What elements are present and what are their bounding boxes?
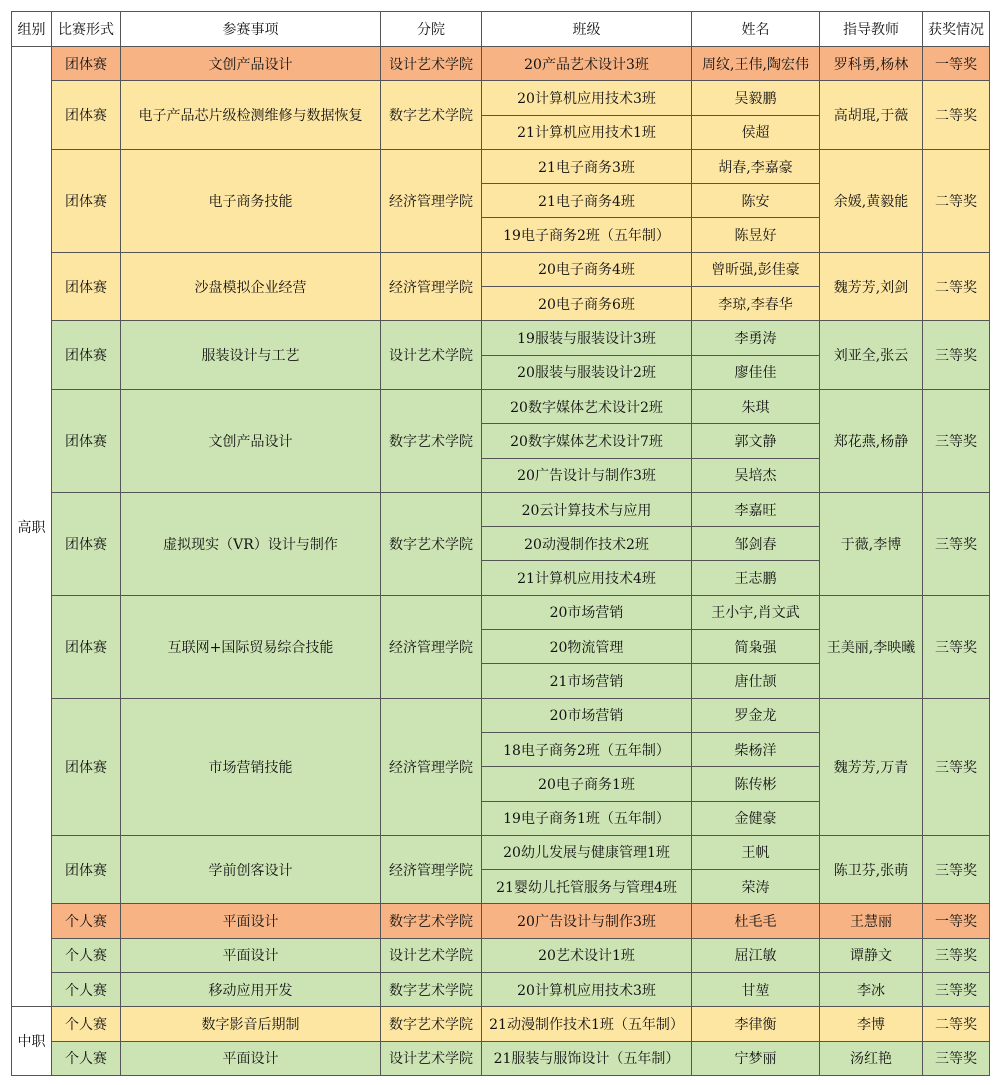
format-cell: 团体赛 [52,698,121,835]
teachers-cell: 罗科勇,杨林 [820,47,923,81]
class-cell: 20幼儿发展与健康管理1班 [482,835,692,869]
table-row [12,904,990,938]
format-cell: 个人赛 [52,904,121,938]
college-cell: 经济管理学院 [381,698,482,835]
event-cell: 市场营销技能 [121,698,381,835]
event-cell: 平面设计 [121,1041,381,1075]
class-cell: 19电子商务1班（五年制） [482,801,692,835]
college-cell: 数字艺术学院 [381,81,482,150]
table-row [12,492,990,526]
group-cell: 高职 [12,47,52,1007]
teachers-cell: 刘亚全,张云 [820,321,923,390]
names-cell: 李律衡 [692,1007,820,1041]
college-cell: 设计艺术学院 [381,321,482,390]
event-cell: 虚拟现实（VR）设计与制作 [121,492,381,595]
college-cell: 数字艺术学院 [381,973,482,1007]
names-cell: 廖佳佳 [692,355,820,389]
names-cell: 陈昱好 [692,218,820,252]
group-cell: 中职 [12,1007,52,1076]
class-cell: 20广告设计与制作3班 [482,458,692,492]
class-cell: 19电子商务2班（五年制） [482,218,692,252]
college-cell: 设计艺术学院 [381,47,482,81]
teachers-cell: 于薇,李博 [820,492,923,595]
award-cell: 三等奖 [923,389,990,492]
class-cell: 20数字媒体艺术设计2班 [482,389,692,423]
table-row [12,81,990,115]
names-cell: 王志鹏 [692,561,820,595]
award-table [11,11,990,1076]
award-cell: 二等奖 [923,81,990,150]
header-college: 分院 [381,12,482,47]
format-cell: 团体赛 [52,595,121,698]
college-cell: 设计艺术学院 [381,938,482,972]
college-cell: 经济管理学院 [381,252,482,321]
class-cell: 20电子商务1班 [482,767,692,801]
table-row [12,938,990,972]
event-cell: 互联网+国际贸易综合技能 [121,595,381,698]
teachers-cell: 李博 [820,1007,923,1041]
format-cell: 团体赛 [52,492,121,595]
teachers-cell: 郑花燕,杨静 [820,389,923,492]
event-cell: 文创产品设计 [121,389,381,492]
teachers-cell: 余媛,黄毅能 [820,149,923,252]
award-cell: 二等奖 [923,149,990,252]
names-cell: 简枭强 [692,630,820,664]
names-cell: 王帆 [692,835,820,869]
table-row [12,835,990,869]
award-cell: 三等奖 [923,938,990,972]
names-cell: 荣涛 [692,870,820,904]
class-cell: 21计算机应用技术4班 [482,561,692,595]
names-cell: 李勇涛 [692,321,820,355]
class-cell: 20物流管理 [482,630,692,664]
award-cell: 三等奖 [923,835,990,904]
event-cell: 平面设计 [121,904,381,938]
names-cell: 金健豪 [692,801,820,835]
class-cell: 21婴幼儿托管服务与管理4班 [482,870,692,904]
names-cell: 曾昕强,彭佳豪 [692,252,820,286]
format-cell: 个人赛 [52,973,121,1007]
table-row [12,595,990,629]
event-cell: 数字影音后期制 [121,1007,381,1041]
header-award: 获奖情况 [923,12,990,47]
event-cell: 沙盘模拟企业经营 [121,252,381,321]
award-cell: 二等奖 [923,252,990,321]
award-cell: 一等奖 [923,47,990,81]
class-cell: 20计算机应用技术3班 [482,973,692,1007]
award-cell: 三等奖 [923,973,990,1007]
college-cell: 设计艺术学院 [381,1041,482,1075]
teachers-cell: 谭静文 [820,938,923,972]
class-cell: 19服装与服装设计3班 [482,321,692,355]
format-cell: 团体赛 [52,389,121,492]
class-cell: 21服装与服饰设计（五年制） [482,1041,692,1075]
class-cell: 21电子商务4班 [482,184,692,218]
college-cell: 经济管理学院 [381,835,482,904]
class-cell: 20艺术设计1班 [482,938,692,972]
names-cell: 侯超 [692,115,820,149]
teachers-cell: 李冰 [820,973,923,1007]
names-cell: 王小宇,肖文武 [692,595,820,629]
teachers-cell: 王美丽,李映曦 [820,595,923,698]
college-cell: 经济管理学院 [381,149,482,252]
award-cell: 三等奖 [923,321,990,390]
class-cell: 20动漫制作技术2班 [482,527,692,561]
class-cell: 20计算机应用技术3班 [482,81,692,115]
event-cell: 电子产品芯片级检测维修与数据恢复 [121,81,381,150]
names-cell: 胡春,李嘉豪 [692,149,820,183]
class-cell: 21市场营销 [482,664,692,698]
names-cell: 吴毅鹏 [692,81,820,115]
award-table-container [11,11,990,1076]
class-cell: 20服装与服装设计2班 [482,355,692,389]
teachers-cell: 魏芳芳,刘剑 [820,252,923,321]
header-class: 班级 [482,12,692,47]
event-cell: 服装设计与工艺 [121,321,381,390]
table-row [12,321,990,355]
table-row [12,252,990,286]
teachers-cell: 王慧丽 [820,904,923,938]
teachers-cell: 汤红艳 [820,1041,923,1075]
names-cell: 唐仕颉 [692,664,820,698]
names-cell: 吴培杰 [692,458,820,492]
names-cell: 郭文静 [692,424,820,458]
class-cell: 21电子商务3班 [482,149,692,183]
award-cell: 三等奖 [923,595,990,698]
award-cell: 三等奖 [923,492,990,595]
teachers-cell: 高胡琨,于薇 [820,81,923,150]
header-row [12,12,990,47]
class-cell: 18电子商务2班（五年制） [482,732,692,766]
award-cell: 三等奖 [923,698,990,835]
format-cell: 团体赛 [52,252,121,321]
names-cell: 周纹,王伟,陶宏伟 [692,47,820,81]
names-cell: 陈安 [692,184,820,218]
names-cell: 罗金龙 [692,698,820,732]
class-cell: 21动漫制作技术1班（五年制） [482,1007,692,1041]
college-cell: 数字艺术学院 [381,904,482,938]
names-cell: 李琼,李春华 [692,287,820,321]
award-cell: 一等奖 [923,904,990,938]
header-format: 比赛形式 [52,12,121,47]
header-names: 姓名 [692,12,820,47]
table-row [12,389,990,423]
teachers-cell: 魏芳芳,万青 [820,698,923,835]
table-row [12,698,990,732]
names-cell: 杜毛毛 [692,904,820,938]
names-cell: 柴杨洋 [692,732,820,766]
names-cell: 宁梦丽 [692,1041,820,1075]
event-cell: 电子商务技能 [121,149,381,252]
format-cell: 团体赛 [52,81,121,150]
class-cell: 20市场营销 [482,595,692,629]
class-cell: 20数字媒体艺术设计7班 [482,424,692,458]
names-cell: 陈传彬 [692,767,820,801]
class-cell: 20电子商务4班 [482,252,692,286]
format-cell: 团体赛 [52,835,121,904]
format-cell: 团体赛 [52,321,121,390]
format-cell: 个人赛 [52,1007,121,1041]
table-row [12,1007,990,1041]
names-cell: 李嘉旺 [692,492,820,526]
class-cell: 20云计算技术与应用 [482,492,692,526]
award-cell: 三等奖 [923,1041,990,1075]
names-cell: 屈江敏 [692,938,820,972]
award-cell: 二等奖 [923,1007,990,1041]
table-row [12,149,990,183]
event-cell: 平面设计 [121,938,381,972]
college-cell: 经济管理学院 [381,595,482,698]
college-cell: 数字艺术学院 [381,1007,482,1041]
names-cell: 朱琪 [692,389,820,423]
class-cell: 20市场营销 [482,698,692,732]
table-row [12,47,990,81]
table-row [12,973,990,1007]
event-cell: 文创产品设计 [121,47,381,81]
names-cell: 邹剑春 [692,527,820,561]
event-cell: 学前创客设计 [121,835,381,904]
table-row [12,1041,990,1075]
names-cell: 甘堃 [692,973,820,1007]
header-group: 组别 [12,12,52,47]
class-cell: 21计算机应用技术1班 [482,115,692,149]
class-cell: 20电子商务6班 [482,287,692,321]
header-event: 参赛事项 [121,12,381,47]
format-cell: 团体赛 [52,149,121,252]
college-cell: 数字艺术学院 [381,389,482,492]
event-cell: 移动应用开发 [121,973,381,1007]
header-teachers: 指导教师 [820,12,923,47]
teachers-cell: 陈卫芬,张萌 [820,835,923,904]
college-cell: 数字艺术学院 [381,492,482,595]
format-cell: 个人赛 [52,938,121,972]
class-cell: 20广告设计与制作3班 [482,904,692,938]
format-cell: 团体赛 [52,47,121,81]
class-cell: 20产品艺术设计3班 [482,47,692,81]
format-cell: 个人赛 [52,1041,121,1075]
